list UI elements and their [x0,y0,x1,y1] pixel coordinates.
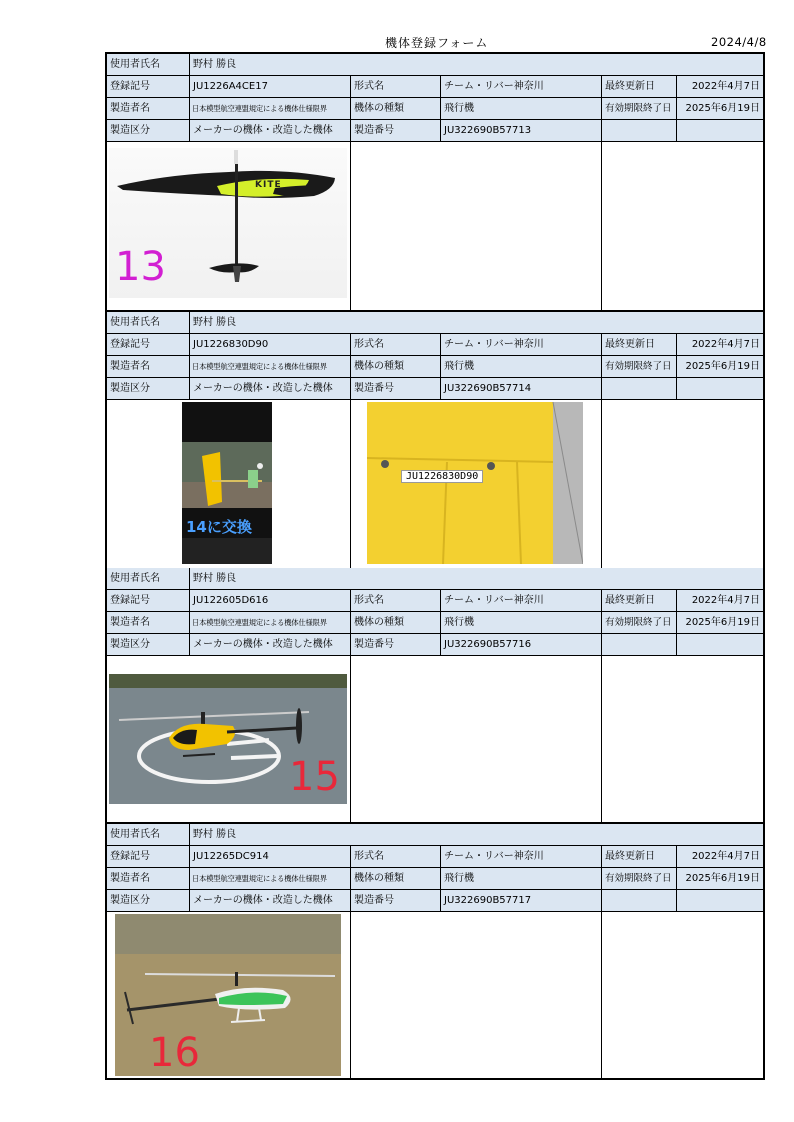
category-row [107,890,763,912]
photo-column-1 [107,912,351,1078]
blank-cell [602,120,677,142]
reg-value: JU12265DC914 [190,846,351,868]
photo-column-2 [351,400,602,568]
user-value: 野村 勝良 [190,824,763,846]
photo-number: 15 [289,754,340,800]
kind-label: 機体の種類 [351,356,441,378]
maker-label: 製造者名 [107,868,190,890]
expiry-label: 有効期限終了日 [602,98,677,120]
reg-row [107,590,763,612]
category-row [107,378,763,400]
user-label: 使用者氏名 [107,54,190,76]
category-label: 製造区分 [107,634,190,656]
reg-label: 登録記号 [107,76,190,98]
maker-value: 日本模型航空連盟規定による機体仕様限界 [190,356,351,378]
wing-tag-photo [367,402,583,564]
reg-row [107,846,763,868]
maker-row [107,356,763,378]
photo-column-2 [351,912,602,1078]
reg-value: JU1226830D90 [190,334,351,356]
expiry-label: 有効期限終了日 [602,612,677,634]
expiry-label: 有効期限終了日 [602,356,677,378]
photo-column-2 [351,142,602,310]
photo-area [107,142,763,312]
updated-label: 最終更新日 [602,334,677,356]
user-label: 使用者氏名 [107,568,190,590]
category-label: 製造区分 [107,890,190,912]
green-helicopter-photo [115,914,341,1076]
photo-column-3 [602,142,763,310]
model-label: 形式名 [351,76,441,98]
photo-column-3 [602,912,763,1078]
phone-screenshot-illustration [182,402,272,564]
category-value: メーカーの機体・改造した機体 [190,890,351,912]
kind-label: 機体の種類 [351,868,441,890]
photo-column-3 [602,400,763,568]
category-value: メーカーの機体・改造した機体 [190,634,351,656]
glider-logo: KITE [255,180,282,190]
blank-cell [602,634,677,656]
updated-value: 2022年4月7日 [677,76,763,98]
category-row [107,634,763,656]
expiry-value: 2025年6月19日 [677,356,763,378]
user-row [107,312,763,334]
reg-value: JU1226A4CE17 [190,76,351,98]
reg-label: 登録記号 [107,590,190,612]
kind-value: 飛行機 [441,356,602,378]
serial-value: JU322690B57713 [441,120,602,142]
model-value: チーム・リバー神奈川 [441,76,602,98]
updated-value: 2022年4月7日 [677,846,763,868]
reg-value: JU122605D616 [190,590,351,612]
expiry-value: 2025年6月19日 [677,612,763,634]
maker-label: 製造者名 [107,98,190,120]
reg-row [107,76,763,98]
model-value: チーム・リバー神奈川 [441,334,602,356]
expiry-value: 2025年6月19日 [677,868,763,890]
model-label: 形式名 [351,590,441,612]
user-value: 野村 勝良 [190,568,763,590]
user-label: 使用者氏名 [107,824,190,846]
updated-value: 2022年4月7日 [677,590,763,612]
kind-label: 機体の種類 [351,612,441,634]
wing-tag-illustration [367,402,583,564]
kind-value: 飛行機 [441,98,602,120]
blank-cell [602,890,677,912]
photo-number: 16 [149,1030,200,1076]
updated-label: 最終更新日 [602,76,677,98]
reg-label: 登録記号 [107,846,190,868]
category-value: メーカーの機体・改造した機体 [190,378,351,400]
user-row [107,54,763,76]
photo-column-1 [107,142,351,310]
updated-value: 2022年4月7日 [677,334,763,356]
photo-area [107,656,763,824]
kind-label: 機体の種類 [351,98,441,120]
yellow-helicopter-photo [109,674,347,804]
photo-column-3 [602,656,763,822]
user-label: 使用者氏名 [107,312,190,334]
serial-value: JU322690B57714 [441,378,602,400]
serial-label: 製造番号 [351,378,441,400]
model-value: チーム・リバー神奈川 [441,590,602,612]
updated-label: 最終更新日 [602,846,677,868]
serial-label: 製造番号 [351,120,441,142]
blank-cell [677,634,763,656]
blank-cell [677,378,763,400]
phone-caption: 14に交換 [186,518,252,536]
model-label: 形式名 [351,334,441,356]
model-value: チーム・リバー神奈川 [441,846,602,868]
photo-area [107,912,763,1078]
maker-row [107,612,763,634]
expiry-value: 2025年6月19日 [677,98,763,120]
photo-column-1 [107,656,351,822]
user-value: 野村 勝良 [190,312,763,334]
document-date: 2024/4/8 [711,35,767,49]
maker-value: 日本模型航空連盟規定による機体仕様限界 [190,98,351,120]
maker-value: 日本模型航空連盟規定による機体仕様限界 [190,612,351,634]
document-title: 機体登録フォーム [385,36,489,50]
maker-row [107,98,763,120]
kind-value: 飛行機 [441,612,602,634]
registration-tag: JU1226830D90 [401,470,483,483]
phone-screenshot-photo [182,402,272,564]
expiry-label: 有効期限終了日 [602,868,677,890]
maker-label: 製造者名 [107,356,190,378]
photo-column-1 [107,400,351,568]
category-label: 製造区分 [107,120,190,142]
kind-value: 飛行機 [441,868,602,890]
reg-row [107,334,763,356]
maker-value: 日本模型航空連盟規定による機体仕様限界 [190,868,351,890]
category-row [107,120,763,142]
model-label: 形式名 [351,846,441,868]
reg-label: 登録記号 [107,334,190,356]
user-value: 野村 勝良 [190,54,763,76]
photo-number: 13 [115,244,166,290]
user-row [107,824,763,846]
maker-row [107,868,763,890]
serial-label: 製造番号 [351,890,441,912]
blank-cell [602,378,677,400]
serial-value: JU322690B57717 [441,890,602,912]
updated-label: 最終更新日 [602,590,677,612]
serial-label: 製造番号 [351,634,441,656]
blank-cell [677,890,763,912]
blank-cell [677,120,763,142]
registration-sheet [105,52,765,1080]
user-row [107,568,763,590]
glider-photo [109,148,347,298]
serial-value: JU322690B57716 [441,634,602,656]
category-value: メーカーの機体・改造した機体 [190,120,351,142]
photo-area [107,400,763,570]
photo-column-2 [351,656,602,822]
category-label: 製造区分 [107,378,190,400]
maker-label: 製造者名 [107,612,190,634]
